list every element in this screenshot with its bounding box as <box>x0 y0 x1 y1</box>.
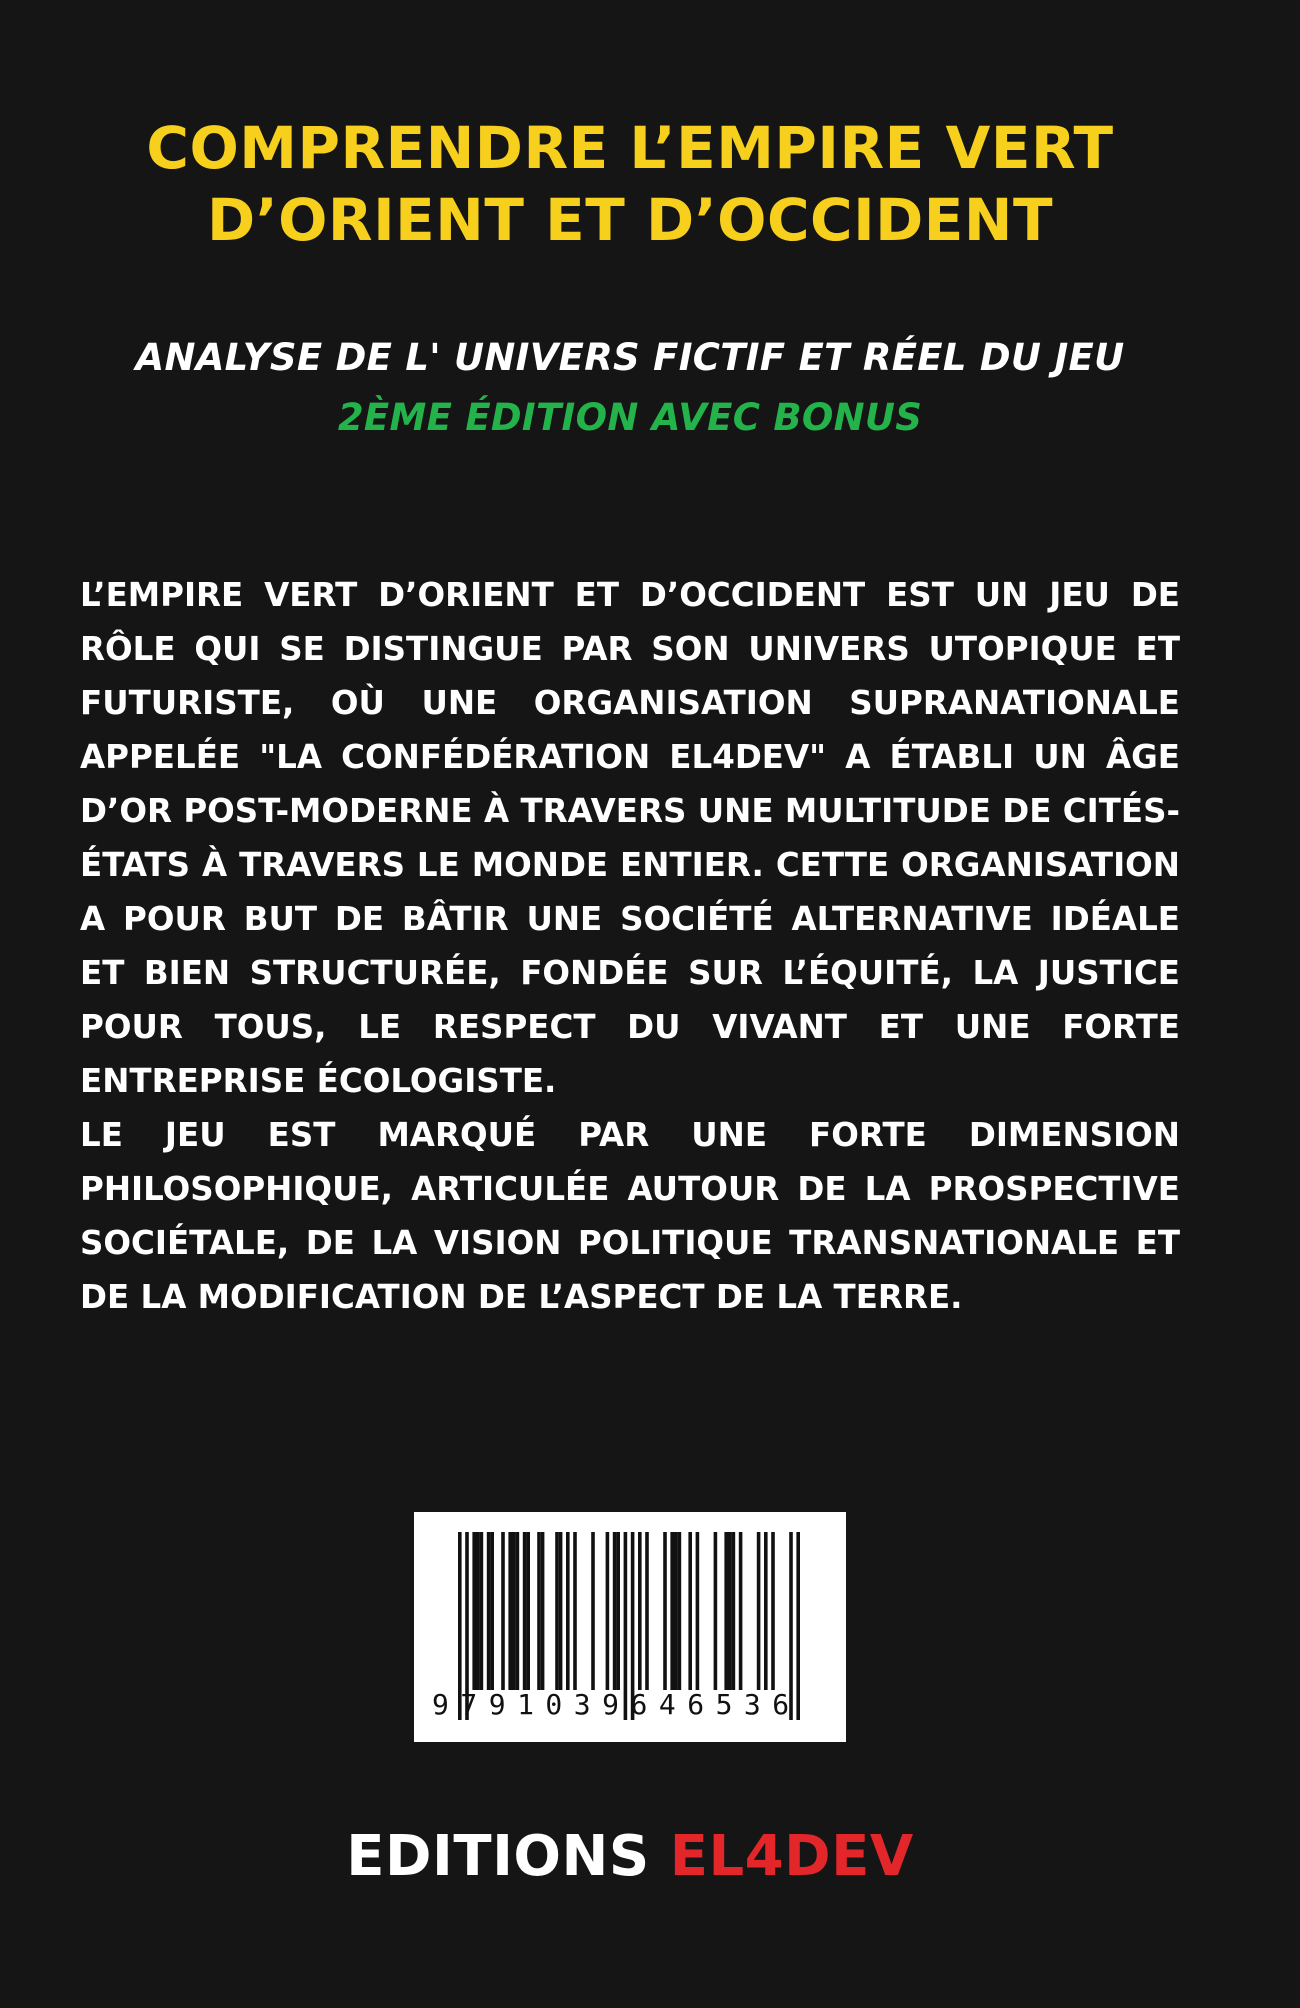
barcode-bar <box>732 1532 736 1690</box>
barcode-bar <box>526 1532 530 1690</box>
barcode-bar <box>724 1532 728 1690</box>
barcode-bar <box>541 1532 545 1690</box>
barcode-bar <box>696 1532 700 1690</box>
publisher-name-part-2: EL4DEV <box>669 1824 914 1889</box>
barcode-bar <box>573 1532 577 1690</box>
blurb-paragraph-2: LE JEU EST MARQUÉ PAR UNE FORTE DIMENSION PHILOSOPHIQUE, ARTICULÉE AUTOUR DE LA PROSPECTIVE SOCIÉTALE, DE LA VISION POLITIQUE TRANSNATIONALE ET DE LA MODIFICATION DE L’ASPECT DE LA TERRE. <box>80 1116 1180 1316</box>
barcode-bar <box>476 1532 480 1690</box>
barcode-bar <box>674 1532 678 1690</box>
barcode-bar <box>670 1532 674 1690</box>
book-title-line-2: D’ORIENT ET D’OCCIDENT <box>206 186 1054 254</box>
barcode-bar <box>487 1532 491 1690</box>
barcode-bar <box>508 1532 512 1690</box>
edition-label: 2ÈME ÉDITION AVEC BONUS <box>337 396 923 439</box>
barcode-bar <box>591 1532 595 1690</box>
barcode-bar <box>566 1532 570 1690</box>
barcode-bar <box>739 1532 743 1690</box>
barcode-bar <box>688 1532 692 1690</box>
book-subtitle: ANALYSE DE L' UNIVERS FICTIF ET RÉEL DU JEU <box>135 336 1125 379</box>
barcode-bar <box>559 1532 563 1690</box>
barcode-bar <box>616 1532 620 1690</box>
isbn-number: 9791039646536 <box>432 1688 801 1721</box>
barcode-bar <box>613 1532 617 1690</box>
blurb-paragraph-1: L’EMPIRE VERT D’ORIENT ET D’OCCIDENT EST UN JEU DE RÔLE QUI SE DISTINGUE PAR SON UNIVERS UTOPIQUE ET FUTURISTE, OÙ UNE ORGANISATION SUPRANATIONALE APPELÉE "LA CONFÉDÉRATION EL4DEV" A ÉTABLI UN ÂGE D’OR POST-MODERNE À TRAVERS UNE MULTITUDE DE CITÉS-ÉTATS À TRAVERS LE MONDE ENTIER. CETTE ORGANISATION A POUR BUT DE BÂTIR UNE SOCIÉTÉ ALTERNATIVE IDÉALE ET BIEN STRUCTURÉE, FONDÉE SUR L’ÉQUITÉ, LA JUSTICE POUR TOUS, LE RESPECT DU VIVANT ET UNE FORTE ENTREPRISE ÉCOLOGISTE. <box>80 576 1180 1100</box>
barcode-bar <box>523 1532 527 1690</box>
barcode-bar <box>764 1532 768 1690</box>
barcode-bar <box>555 1532 559 1690</box>
barcode-bar <box>678 1532 682 1690</box>
barcode-bar <box>714 1532 718 1690</box>
book-title <box>90 112 1170 256</box>
publisher-name-part-1: EDITIONS <box>346 1824 670 1889</box>
barcode-bar <box>480 1532 484 1690</box>
back-cover-blurb <box>80 568 1180 1324</box>
barcode-bar <box>663 1532 667 1690</box>
barcode-bar <box>537 1532 541 1690</box>
publisher-name <box>90 1822 1170 1892</box>
barcode-bar <box>490 1532 494 1690</box>
barcode-bar <box>472 1532 476 1690</box>
barcode-bar <box>638 1532 642 1690</box>
barcode-bar <box>512 1532 516 1690</box>
barcode-bar <box>606 1532 610 1690</box>
barcode-bar <box>516 1532 520 1690</box>
barcode-bar <box>771 1532 775 1690</box>
book-title-line-1: COMPRENDRE L’EMPIRE VERT <box>146 114 1114 182</box>
barcode-bar <box>645 1532 649 1690</box>
barcode-bar <box>757 1532 761 1690</box>
isbn-barcode <box>414 1512 846 1742</box>
barcode-bar <box>501 1532 505 1690</box>
barcode-bar <box>728 1532 732 1690</box>
